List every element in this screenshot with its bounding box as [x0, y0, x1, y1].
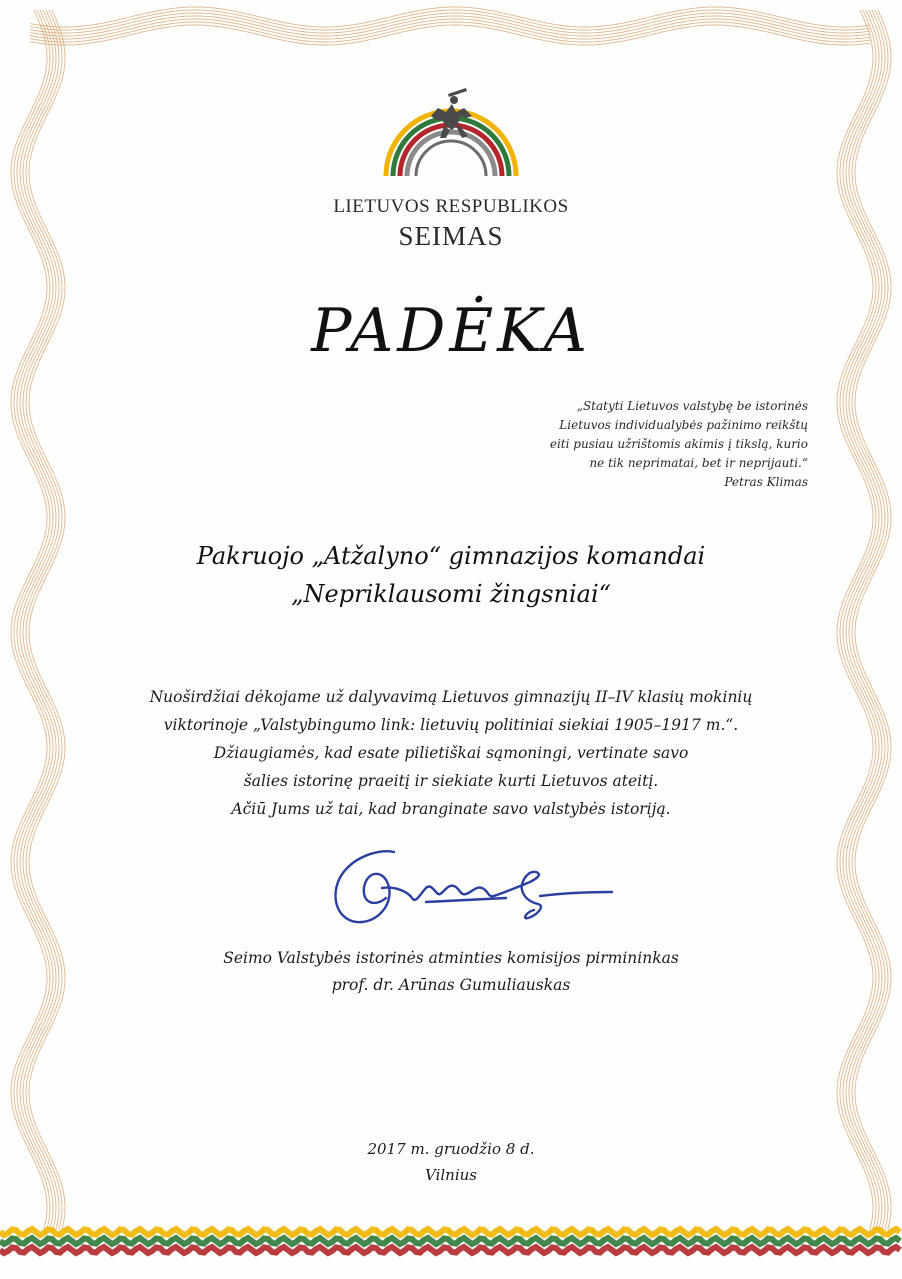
gratitude-text — [0, 683, 902, 823]
recipient-block — [0, 537, 902, 613]
signer-name: prof. dr. Arūnas Gumuliauskas — [331, 976, 571, 994]
body-line: Nuoširdžiai dėkojame už dalyvavimą Lietuvos gimnazijų II–IV klasių mokinių — [149, 688, 753, 706]
quote-line: Lietuvos individualybės pažinimo reikštų — [559, 418, 808, 432]
date-place — [0, 1136, 902, 1188]
body-line: viktorinoje „Valstybingumo link: lietuvių politiniai siekiai 1905–1917 m.“. — [163, 716, 739, 734]
quote-author: Petras Klimas — [724, 475, 808, 489]
signer-block — [0, 945, 902, 999]
signer-position: Seimo Valstybės istorinės atminties komisijos pirmininkas — [223, 949, 679, 967]
team-name: „Nepriklausomi žingsniai“ — [291, 580, 611, 608]
body-line: Ačiū Jums už tai, kad branginate savo valstybės istoriją. — [231, 800, 671, 818]
quote-line: „Statyti Lietuvos valstybę be istorinės — [576, 399, 808, 413]
epigraph-quote — [448, 397, 808, 492]
quote-line: ne tik neprimatai, bet ir neprijauti.“ — [589, 456, 808, 470]
institution-name-line1: LIETUVOS RESPUBLIKOS — [333, 196, 569, 217]
issue-place: Vilnius — [425, 1166, 477, 1184]
recipient-line: Pakruojo „Atžalyno“ gimnazijos komandai — [196, 542, 706, 570]
quote-line: eiti pusiau užrištomis akimis į tikslą, kurio — [549, 437, 808, 451]
institution-name-line2: SEIMAS — [398, 221, 504, 251]
handwritten-signature — [316, 842, 626, 938]
certificate-title: PADĖKA — [311, 296, 591, 366]
body-line: Džiaugiamės, kad esate pilietiškai sąmoningi, vertinate savo — [213, 744, 689, 762]
body-line: šalies istorinę praeitį ir siekiate kurti Lietuvos ateitį. — [243, 772, 659, 790]
issue-date: 2017 m. gruodžio 8 d. — [367, 1140, 535, 1158]
seimas-vytis-emblem-icon — [376, 86, 526, 186]
